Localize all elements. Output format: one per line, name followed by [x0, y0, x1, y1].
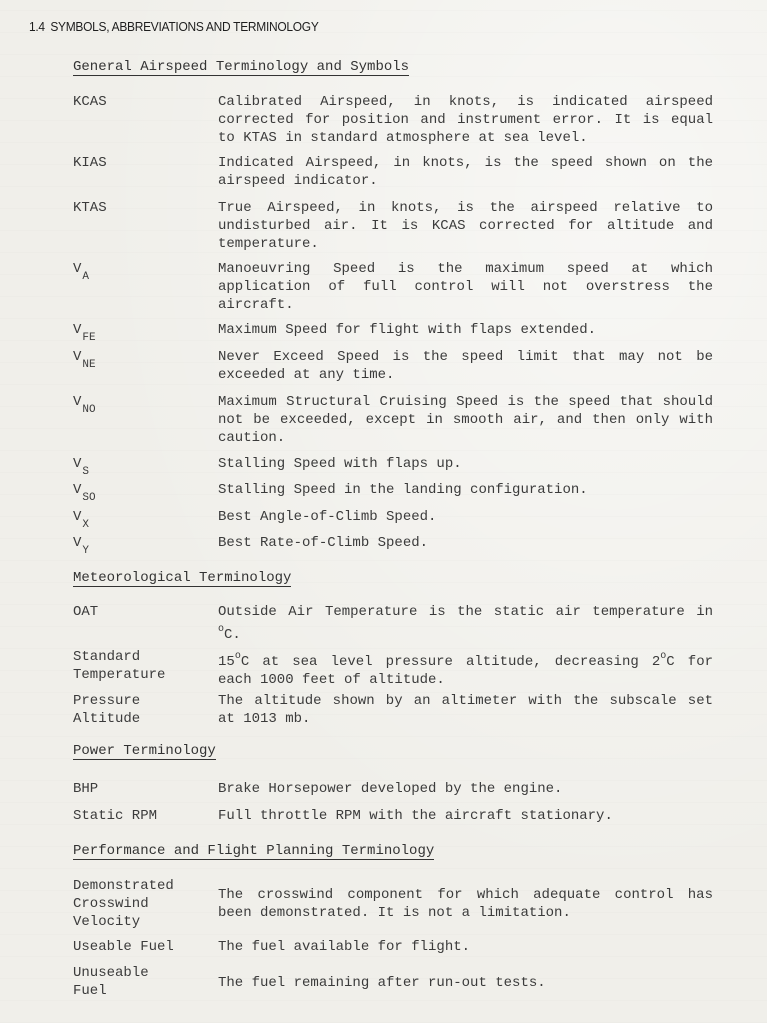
term-vno — [73, 393, 96, 419]
def-text: C for each 1000 feet of altitude. — [218, 654, 713, 688]
term-v: V — [73, 456, 82, 472]
def-vso: Stalling Speed in the landing configuration. — [218, 482, 588, 498]
def-vs: Stalling Speed with flaps up. — [218, 456, 462, 472]
term-kcas: KCAS — [73, 94, 107, 110]
performance-heading: Performance and Flight Planning Terminology — [73, 843, 435, 859]
term-subscript: X — [82, 519, 90, 531]
meteo-heading: Meteorological Terminology — [73, 570, 292, 586]
def-text: C at sea level pressure altitude, decreasing 2 — [240, 654, 661, 670]
degree-symbol: o — [660, 651, 667, 662]
term-ktas: KTAS — [73, 200, 107, 216]
term-v: V — [73, 261, 82, 277]
degree-symbol: o — [234, 651, 241, 662]
term-vs — [73, 455, 89, 481]
power-heading: Power Terminology — [73, 743, 216, 759]
def-kias: Indicated Airspeed, in knots, is the speed shown on the airspeed indicator. — [218, 155, 713, 189]
term-kias: KIAS — [73, 155, 107, 171]
section-number: 1.4 — [29, 19, 45, 34]
term-v: V — [73, 349, 82, 365]
def-vno: Maximum Structural Cruising Speed is the speed that should not be exceeded, except in smooth air, and then only with caution. — [218, 394, 713, 446]
term-unuseable-fuel: Unuseable Fuel — [73, 965, 149, 999]
term-vso — [73, 481, 96, 507]
term-subscript: SO — [82, 492, 96, 504]
term-pressure-altitude: Pressure Altitude — [73, 693, 141, 727]
airspeed-heading: General Airspeed Terminology and Symbols — [73, 59, 410, 75]
term-demonstrated-crosswind: Demonstrated Crosswind Velocity — [73, 878, 174, 930]
term-subscript: A — [82, 271, 90, 283]
term-v: V — [73, 509, 82, 525]
term-subscript: Y — [82, 545, 90, 557]
def-text: Outside Air Temperature is the static air temperature in — [218, 604, 713, 620]
term-standard-temperature: Standard Temperature — [73, 649, 166, 683]
term-vy — [73, 534, 89, 560]
term-vfe — [73, 321, 96, 347]
def-demonstrated-crosswind: The crosswind component for which adequate control has been demonstrated. It is not a limitation. — [218, 887, 713, 921]
term-bhp: BHP — [73, 781, 99, 797]
section-title: SYMBOLS, ABBREVIATIONS AND TERMINOLOGY — [50, 19, 319, 34]
term-subscript: FE — [82, 332, 96, 344]
def-pressure-altitude: The altitude shown by an altimeter with the subscale set at 1013 mb. — [218, 693, 713, 727]
def-unuseable-fuel: The fuel remaining after run-out tests. — [218, 975, 546, 991]
term-v: V — [73, 535, 82, 551]
term-vne — [73, 348, 96, 374]
def-ktas: True Airspeed, in knots, is the airspeed relative to undisturbed air. It is KCAS corrected for altitude and temperature. — [218, 200, 713, 252]
degree-symbol: o — [218, 624, 225, 635]
def-oat — [218, 603, 713, 644]
term-useable-fuel: Useable Fuel — [73, 939, 174, 955]
def-vfe: Maximum Speed for flight with flaps extended. — [218, 322, 597, 338]
def-kcas: Calibrated Airspeed, in knots, is indicated airspeed corrected for position and instrument error. It is equal to KTAS in standard atmosphere at sea level. — [218, 94, 713, 146]
section-heading — [29, 19, 319, 34]
term-static-rpm: Static RPM — [73, 808, 158, 824]
def-va: Manoeuvring Speed is the maximum speed at which application of full control will not overstress the aircraft. — [218, 261, 713, 313]
def-useable-fuel: The fuel available for flight. — [218, 939, 471, 955]
term-v: V — [73, 394, 82, 410]
def-standard-temperature — [218, 648, 713, 689]
term-subscript: NE — [82, 359, 96, 371]
def-bhp: Brake Horsepower developed by the engine. — [218, 781, 563, 797]
term-vx — [73, 508, 89, 534]
def-text: 15 — [218, 654, 235, 670]
term-subscript: NO — [82, 404, 96, 416]
term-v: V — [73, 322, 82, 338]
def-vy: Best Rate-of-Climb Speed. — [218, 535, 429, 551]
def-static-rpm: Full throttle RPM with the aircraft stationary. — [218, 808, 613, 824]
def-vne: Never Exceed Speed is the speed limit that may not be exceeded at any time. — [218, 349, 713, 383]
term-v: V — [73, 482, 82, 498]
term-oat: OAT — [73, 604, 99, 620]
term-va — [73, 260, 89, 286]
term-subscript: S — [82, 466, 90, 478]
def-text: C. — [224, 627, 241, 643]
def-vx: Best Angle-of-Climb Speed. — [218, 509, 437, 525]
